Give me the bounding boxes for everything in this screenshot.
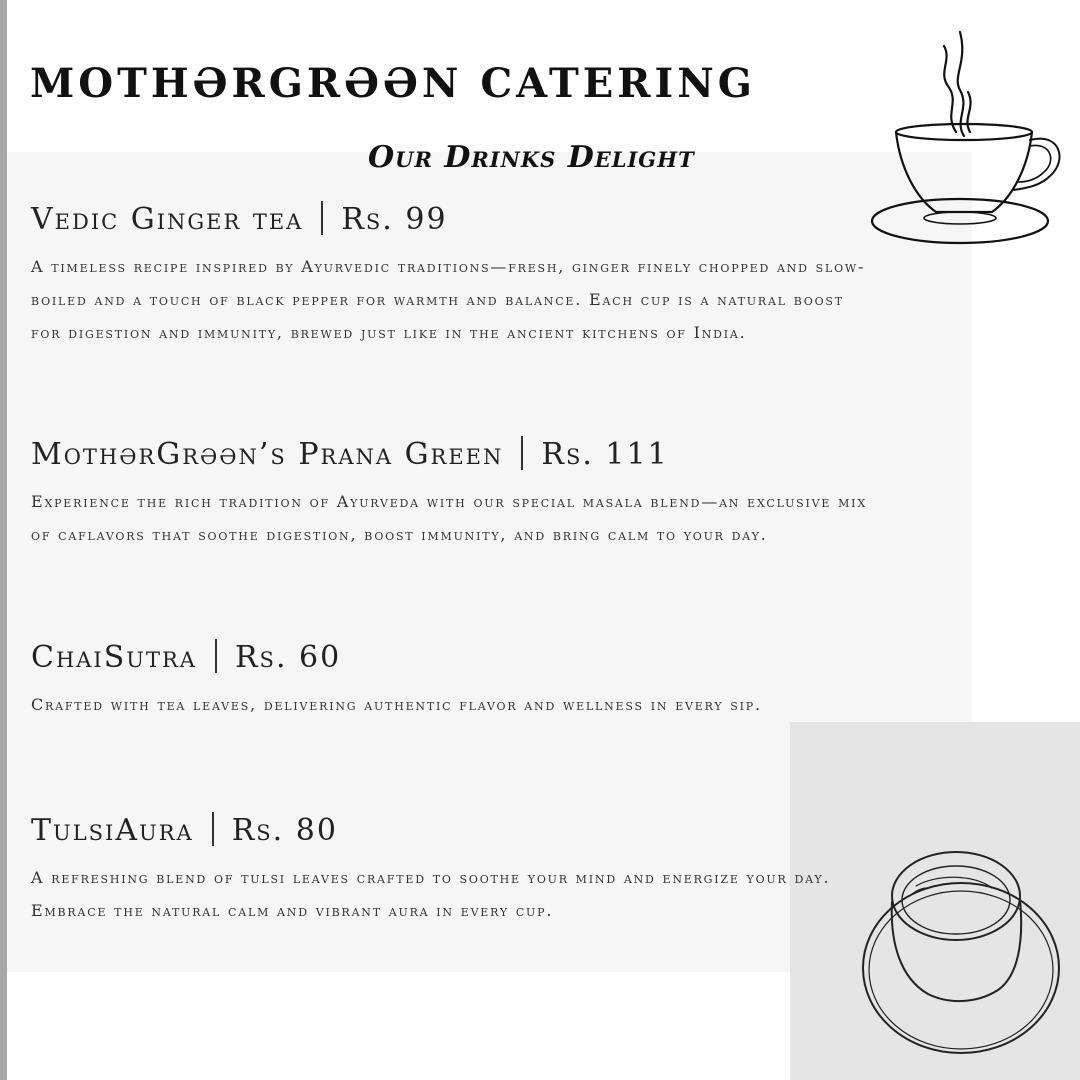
menu-item-tulsiaura xyxy=(31,811,881,927)
cup-on-saucer-icon xyxy=(856,838,1076,1068)
separator xyxy=(212,812,214,846)
menu-item-chaisutra xyxy=(31,638,881,721)
menu-item-vedic-ginger-tea xyxy=(31,200,881,349)
menu-item-name: Vedic Ginger tea xyxy=(31,202,304,237)
menu-item-description: A timeless recipe inspired by Ayurvedic traditions—fresh, ginger finely chopped and slow-boiled and a touch of black pepper for warmth and balance. Each cup is a natural boost for digestion and immunity, brewed just like in the ancient kitchens of India. xyxy=(31,257,866,342)
menu-item-heading xyxy=(31,200,881,240)
menu-item-description: Experience the rich tradition of Ayurveda with our special masala blend—an exclusive mix of caflavors that soothe digestion, boost immunity, and bring calm to your day. xyxy=(31,492,867,544)
menu-item-name: MothərGrəən’s Prana Green xyxy=(31,437,504,472)
menu-item-heading xyxy=(31,435,881,475)
menu-item-name: TulsiAura xyxy=(31,813,194,848)
separator xyxy=(321,201,323,235)
separator xyxy=(521,436,523,470)
menu-subtitle: Our Drinks Delight xyxy=(368,140,695,175)
brand-title: MOTHƏRGRƏƏN CATERING xyxy=(30,60,756,107)
menu-item-heading xyxy=(31,811,881,851)
menu-item-description: A refreshing blend of tulsi leaves crafted to soothe your mind and energize your day. Embrace the natural calm and vibrant aura in every cup. xyxy=(31,868,831,920)
menu-item-description: Crafted with tea leaves, delivering authentic flavor and wellness in every sip. xyxy=(31,695,762,714)
menu-item-price: Rs. 99 xyxy=(341,202,448,237)
menu-item-price: Rs. 80 xyxy=(231,813,338,848)
menu-item-prana-green xyxy=(31,435,881,551)
steaming-teacup-icon xyxy=(864,28,1064,248)
menu-item-price: Rs. 111 xyxy=(541,437,669,472)
menu-item-price: Rs. 60 xyxy=(234,640,342,675)
menu-item-name: ChaiSutra xyxy=(31,640,197,675)
left-accent-bar xyxy=(0,0,7,1080)
separator xyxy=(215,639,217,673)
menu-item-heading xyxy=(31,638,881,678)
